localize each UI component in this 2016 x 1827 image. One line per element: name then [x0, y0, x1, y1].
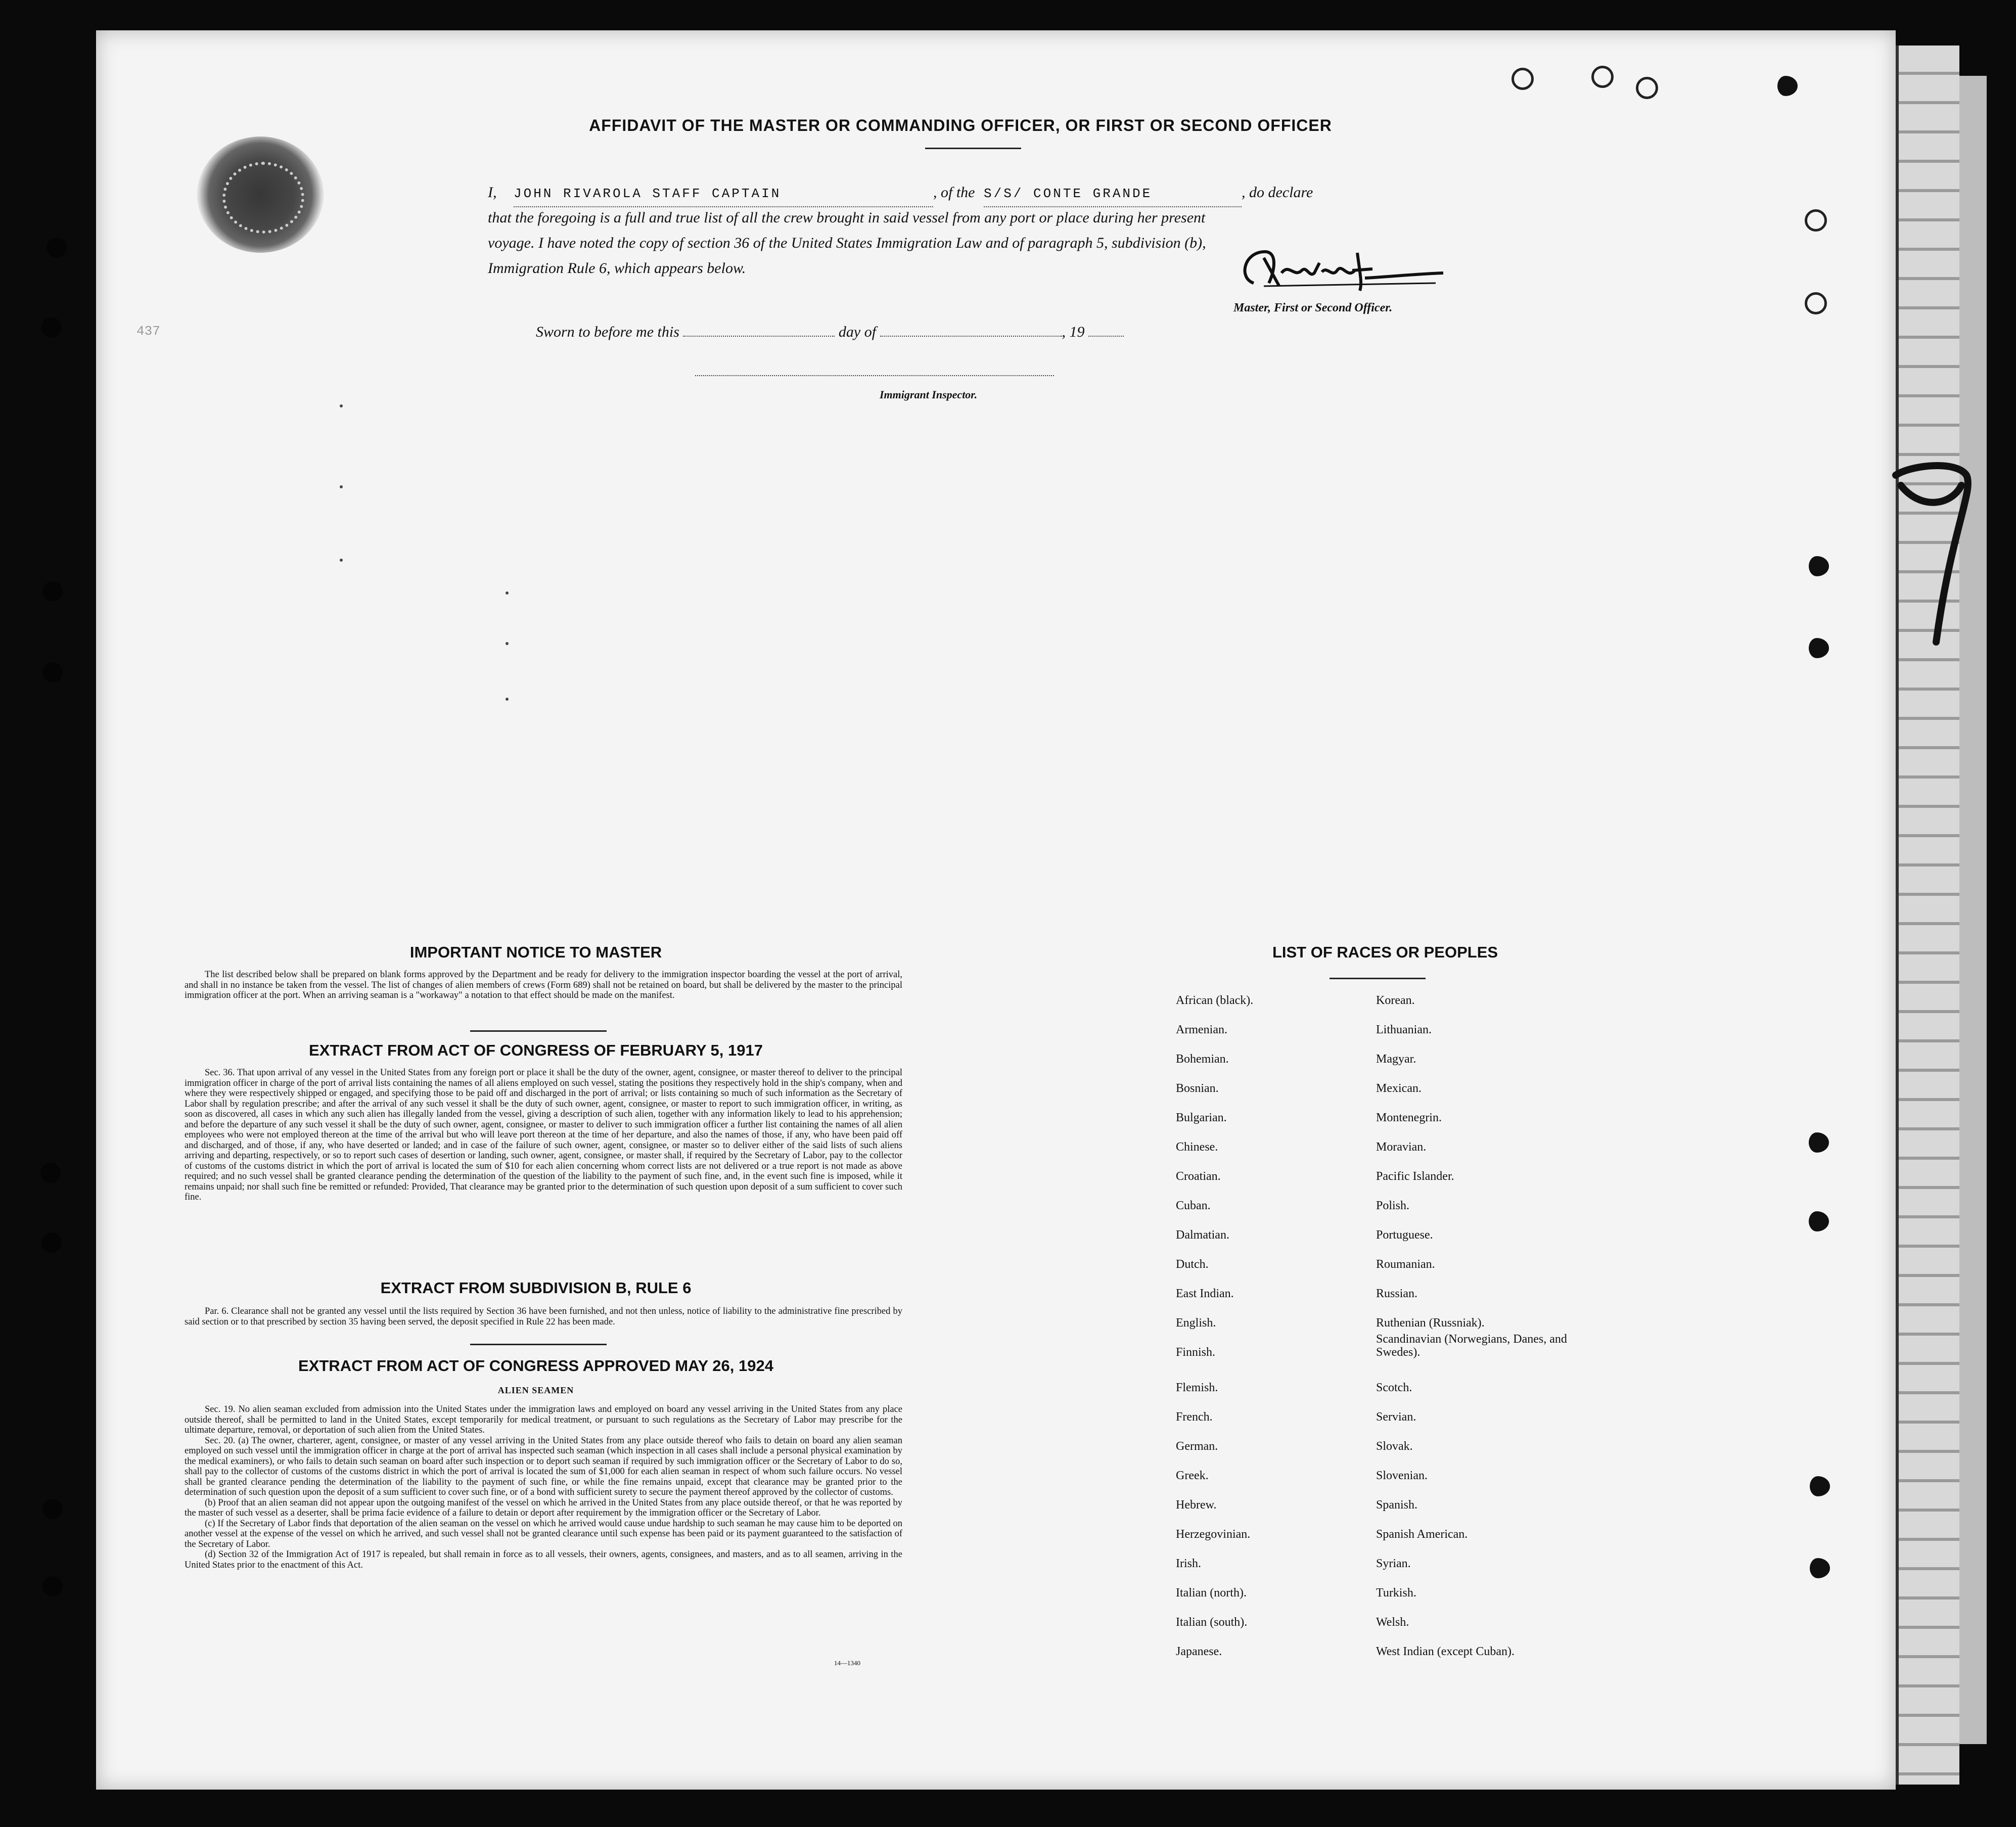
- extract-rule6-title: EXTRACT FROM SUBDIVISION B, RULE 6: [380, 1279, 692, 1297]
- binder-hole: [1805, 556, 1829, 576]
- declaration-line-4: Immigration Rule 6, which appears below.: [488, 260, 746, 277]
- race-item: Montenegrin.: [1376, 1111, 1442, 1124]
- sec20b-paragraph: (b) Proof that an alien seaman did not appear upon the outgoing manifest of the vessel on which he arrived in the United States from any place outside thereof, or that he was reported by the master of such vessel as a deserter, shall be prima facie evidence of a failure to detain or deport after requirement by the immigration officer or the Secretary of Labor.: [185, 1497, 902, 1518]
- inspector-label: Immigrant Inspector.: [880, 388, 978, 401]
- race-item: Armenian.: [1176, 1023, 1227, 1036]
- inspector-signature-line: [695, 375, 1054, 376]
- race-item: Irish.: [1176, 1557, 1201, 1570]
- race-item: Moravian.: [1376, 1140, 1427, 1154]
- binder-hole: [42, 581, 63, 602]
- race-item: Roumanian.: [1376, 1258, 1435, 1271]
- of-the-label: , of the: [933, 184, 975, 201]
- official-seal-stamp-ring: [222, 162, 304, 234]
- race-item: Pacific Islander.: [1376, 1170, 1454, 1183]
- section-rule: [470, 1030, 607, 1032]
- race-item: Scotch.: [1376, 1381, 1412, 1394]
- race-item: Flemish.: [1176, 1381, 1218, 1394]
- binder-hole: [1511, 68, 1534, 90]
- extract-1917-body: [185, 1068, 902, 1203]
- binder-hole: [41, 317, 62, 338]
- officer-signature: [1233, 243, 1446, 298]
- race-item: Turkish.: [1376, 1586, 1416, 1600]
- margin-dot: [506, 698, 509, 701]
- margin-dot: [506, 591, 509, 595]
- handwritten-pencil-mark: [1881, 455, 1982, 647]
- sworn-month-field: [880, 326, 1062, 337]
- sec20c-paragraph: (c) If the Secretary of Labor finds that deportation of the alien seaman on the vessel on which he arrived would cause undue hardship to such seaman he may cause him to be deported on another vessel at the expense of the vessel on which he arrived, and such vessel shall not be granted clearance until such expense has been paid or its payment guaranteed to the satisfaction of the Secretary of Labor.: [185, 1518, 902, 1549]
- race-item: Italian (north).: [1176, 1586, 1247, 1600]
- race-item: Mexican.: [1376, 1082, 1422, 1095]
- binder-hole: [1805, 1211, 1829, 1231]
- race-item: Korean.: [1376, 994, 1415, 1007]
- title-rule: [925, 148, 1021, 149]
- race-item: Russian.: [1376, 1287, 1418, 1300]
- race-item: Dutch.: [1176, 1258, 1209, 1271]
- race-item: Finnish.: [1176, 1346, 1216, 1359]
- binder-hole: [1805, 1132, 1829, 1153]
- binder-hole: [42, 1499, 63, 1519]
- race-item: Welsh.: [1376, 1616, 1409, 1629]
- i-label: I,: [488, 184, 497, 201]
- race-item: Japanese.: [1176, 1645, 1222, 1658]
- binder-hole: [1636, 77, 1658, 99]
- notice-body: [185, 970, 902, 1001]
- extract-1917-title: EXTRACT FROM ACT OF CONGRESS OF FEBRUARY 5, 1917: [309, 1041, 763, 1059]
- binder-hole: [47, 238, 67, 258]
- binder-hole: [42, 1576, 63, 1596]
- binder-hole: [1805, 638, 1829, 658]
- race-item: Greek.: [1176, 1469, 1209, 1482]
- race-item: African (black).: [1176, 994, 1254, 1007]
- race-item: Magyar.: [1376, 1053, 1416, 1066]
- margin-dot: [506, 642, 509, 645]
- binder-hole: [1591, 66, 1614, 88]
- race-item: West Indian (except Cuban).: [1376, 1645, 1515, 1658]
- race-item: Ruthenian (Russniak).: [1376, 1316, 1485, 1330]
- binder-hole: [1806, 1558, 1830, 1578]
- faint-margin-mark: 437: [136, 324, 160, 339]
- do-declare-label: , do declare: [1242, 184, 1313, 201]
- officer-name-field: JOHN RIVAROLA STAFF CAPTAIN: [514, 181, 933, 207]
- race-item: Servian.: [1376, 1410, 1416, 1424]
- race-item: English.: [1176, 1316, 1216, 1330]
- par6-paragraph: Par. 6. Clearance shall not be granted any vessel until the lists required by Section 36 have been furnished, and not then unless, notice of liability to the administrative fine prescribed by said section or to that prescribed by section 35 having been served, the deposit specified in Rule 22 has been made.: [185, 1306, 902, 1327]
- notice-paragraph: The list described below shall be prepared on blank forms approved by the Department and be ready for delivery to the immigration inspector boarding the vessel at the port of arrival, and shall in no instance be taken from the vessel. The list of changes of alien members of crews (Form 689) shall not be retained on board, but shall be delivered by the master to the principal immigration officer at the port. When an arriving seaman is a "workaway" a notation to that effect should be made on the manifest.: [185, 970, 902, 1000]
- sworn-prefix: Sworn to before me this: [536, 324, 679, 340]
- margin-dot: [340, 485, 343, 488]
- race-item: Portuguese.: [1376, 1228, 1433, 1242]
- binder-hole: [41, 1232, 62, 1253]
- race-item: Lithuanian.: [1376, 1023, 1432, 1036]
- race-item: Spanish.: [1376, 1498, 1418, 1512]
- race-item: Croatian.: [1176, 1170, 1221, 1183]
- race-item: Spanish American.: [1376, 1528, 1468, 1541]
- race-item: Dalmatian.: [1176, 1228, 1229, 1242]
- margin-dot: [340, 404, 343, 407]
- underlying-sheet: [1956, 76, 1987, 1744]
- binder-hole: [1805, 292, 1827, 314]
- race-item: French.: [1176, 1410, 1213, 1424]
- vessel-name-field: S/S/ CONTE GRANDE: [984, 181, 1242, 207]
- day-of-label: day of: [838, 324, 877, 340]
- race-item: Scandinavian (Norwegians, Danes, and Swedes).: [1376, 1333, 1567, 1359]
- notice-title: IMPORTANT NOTICE TO MASTER: [409, 943, 662, 961]
- race-item: Slovenian.: [1376, 1469, 1428, 1482]
- races-title: LIST OF RACES OR PEOPLES: [1272, 943, 1498, 961]
- sec19-paragraph: Sec. 19. No alien seaman excluded from admission into the United States under the immigration laws and employed on board any vessel arriving in the United States from any place outside thereof, shall be permitted to land in the United States, except temporarily for medical treatment, or pursuant to such regulations as the Secretary of Labor may prescribe for the ultimate departure, removal, or deportation of such alien from the United States.: [185, 1404, 902, 1435]
- affidavit-title: AFFIDAVIT OF THE MASTER OR COMMANDING OFFICER, OR FIRST OR SECOND OFFICER: [589, 116, 1332, 134]
- binder-hole: [40, 1163, 61, 1183]
- declaration-line-3: voyage. I have noted the copy of section 36 of the United States Immigration Law and of paragraph 5, subdivision (b),: [488, 235, 1206, 251]
- sworn-day-field: [683, 326, 835, 337]
- race-item: Bosnian.: [1176, 1082, 1219, 1095]
- race-item: Herzegovinian.: [1176, 1528, 1251, 1541]
- stacked-page-edges: [1896, 45, 1959, 1785]
- form-number: 14—1340: [834, 1659, 860, 1667]
- race-item: Hebrew.: [1176, 1498, 1217, 1512]
- sworn-year-field: [1088, 326, 1124, 337]
- section-rule: [470, 1344, 607, 1345]
- race-item: Syrian.: [1376, 1557, 1411, 1570]
- binder-hole: [1773, 76, 1798, 96]
- extract-1924-body: [185, 1404, 902, 1570]
- sworn-line: [536, 324, 1124, 341]
- declaration-line-2: that the foregoing is a full and true list of all the crew brought in said vessel from any port or place during her present: [488, 209, 1206, 226]
- margin-dot: [340, 559, 343, 562]
- year-prefix: , 19: [1062, 324, 1085, 340]
- extract-1924-title: EXTRACT FROM ACT OF CONGRESS APPROVED MAY 26, 1924: [298, 1357, 773, 1375]
- race-item: Bulgarian.: [1176, 1111, 1227, 1124]
- binder-hole: [1805, 209, 1827, 232]
- signature-caption: Master, First or Second Officer.: [1233, 301, 1393, 314]
- sec36-paragraph: Sec. 36. That upon arrival of any vessel in the United States from any foreign port or place it shall be the duty of the owner, agent, consignee, or master thereof to deliver to the principal immigration officer in charge of the port of arrival lists containing the names of all aliens employed on such vessel, stating the positions they respectively hold in the ship's company, when and where they were respectively shipped or engaged, and specifying those to be paid off and discharged in the port of arrival; or lists containing so much of such information as the Secretary of Labor shall by regulation prescribe; and after the arrival of any such vessel it shall be the duty of such owner, agent, consignee, or master to report to such immigration officer, in writing, as soon as discovered, all cases in which any such alien has illegally landed from the vessel, giving a description of such alien, together with any information likely to lead to his apprehension; and before the departure of any such vessel it shall be the duty of such owner, agent, consignee, or master to deliver to such immigration officer a further list containing the names of all alien employees who were not employed thereon at the time of the arrival but who will leave port thereon at the time of her departure, and also the names of those, if any, who have been paid off and discharged, and of those, if any, who have deserted or landed; and in case of the failure of such owner, agent, consignee, or master so to deliver either of the said lists of such aliens arriving and departing, respectively, or so to report such cases of desertion or landing, such owner, agent, consignee, or master shall, if required by the Secretary of Labor, pay to the collector of customs of the customs district in which the port of arrival is located the sum of $10 for each alien concerning whom correct lists are not delivered or a true report is not made as above required; and no such vessel shall be granted clearance pending the determination of the question of the liability to the payment of such fine, and, in the event such fine is imposed, while it remains unpaid; nor shall such fine be remitted or refunded: Provided, That clearance may be granted prior to the determination of such question upon deposit of a sum sufficient to cover such fine.: [185, 1068, 902, 1202]
- race-item: Cuban.: [1176, 1199, 1211, 1212]
- race-item: Chinese.: [1176, 1140, 1218, 1154]
- races-rule: [1330, 978, 1426, 979]
- race-item: Italian (south).: [1176, 1616, 1248, 1629]
- binder-hole: [1806, 1476, 1830, 1496]
- race-item: German.: [1176, 1440, 1218, 1453]
- sec20a-paragraph: Sec. 20. (a) The owner, charterer, agent, consignee, or master of any vessel arriving in the United States from any place outside thereof who fails to detain on board any alien seaman employed on such vessel until the immigration officer in charge at the port of arrival has inspected such seaman (which inspection in all cases shall include a personal physical examination by the medical examiners), or who fails to detain such seaman on board after such inspection or to deport such seaman if required by such immigration officer or the Secretary of Labor to do so, shall pay to the collector of customs of the customs district in which the port of arrival is located the sum of $1,000 for each alien seaman in respect of whom such failure occurs. No vessel shall be granted clearance pending the determination of the liability to the payment of such fine, or while the fine remains unpaid, except that clearance may be granted prior to the determination of such question upon the deposit of a sum sufficient to cover such fine, or of a bond with sufficient surety to secure the payment thereof approved by the collector of customs.: [185, 1435, 902, 1497]
- race-item: Slovak.: [1376, 1440, 1413, 1453]
- binder-hole: [42, 662, 63, 682]
- sec20d-paragraph: (d) Section 32 of the Immigration Act of 1917 is repealed, but shall remain in force as to all vessels, their owners, agents, consignees, and masters, and as to all seamen, arriving in the United States prior to the enactment of this Act.: [185, 1549, 902, 1570]
- alien-seamen-subhead: ALIEN SEAMEN: [497, 1385, 574, 1395]
- extract-rule6-body: [185, 1306, 902, 1327]
- race-item: East Indian.: [1176, 1287, 1234, 1300]
- race-item: Polish.: [1376, 1199, 1410, 1212]
- race-item: Bohemian.: [1176, 1053, 1229, 1066]
